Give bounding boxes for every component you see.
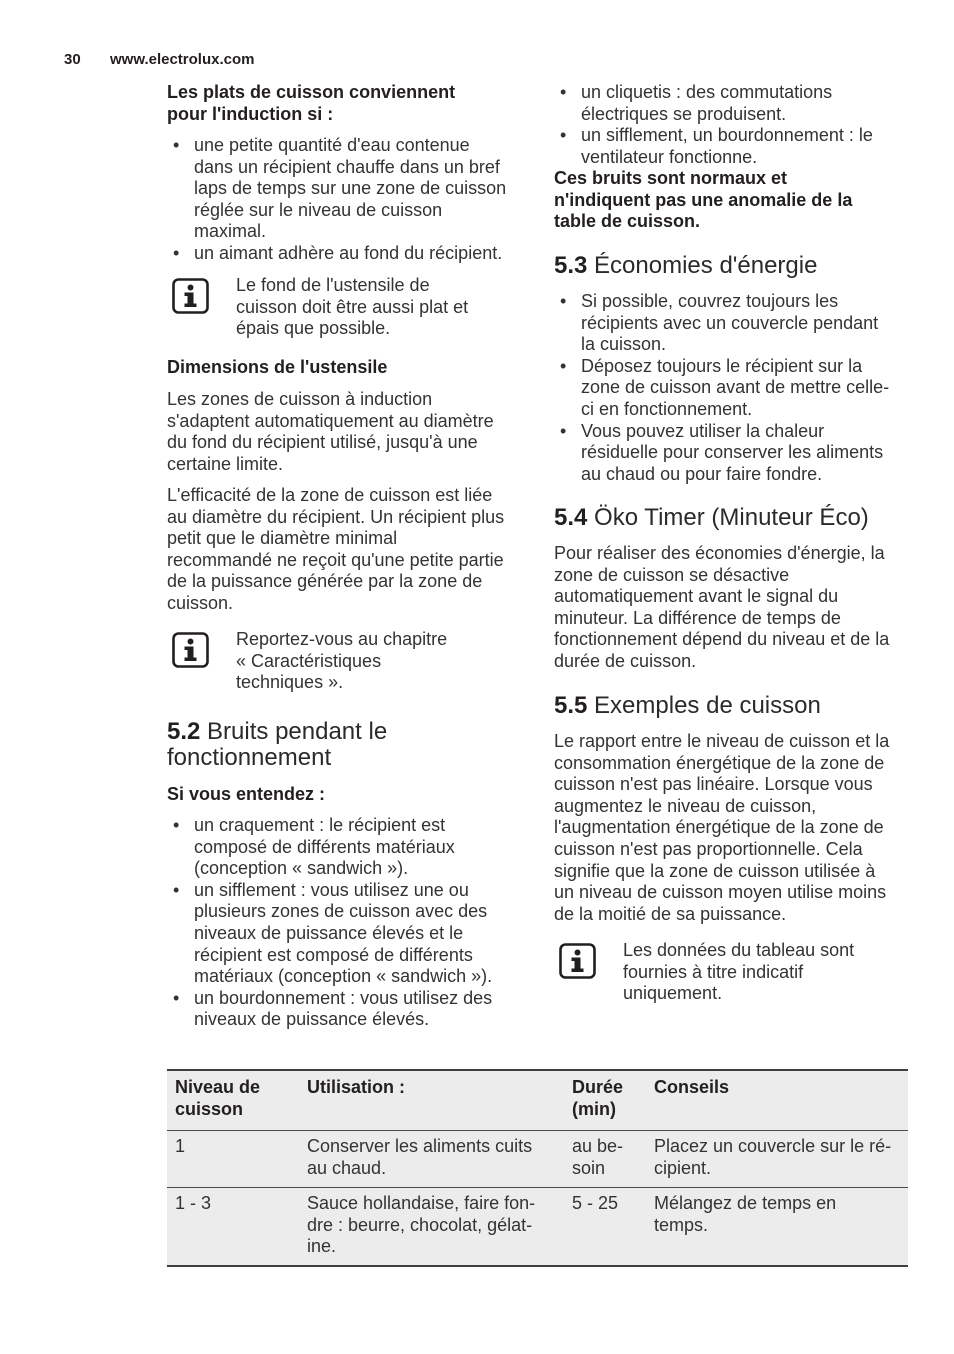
table-row xyxy=(167,1188,908,1267)
table-row xyxy=(167,1131,908,1188)
section-number: 5.5 xyxy=(554,692,588,719)
noises-list-continued xyxy=(554,82,873,168)
note-text: Les données du tableau sont fournies à titre indicatif uniquement. xyxy=(623,940,855,1004)
section-heading-5-5 xyxy=(554,693,821,719)
table-header-use: Utilisation : xyxy=(299,1070,564,1131)
note-text: Reportez-vous au chapitre « Caractéristiques techniques ». xyxy=(236,629,448,693)
dimensions-heading: Dimensions de l'ustensile xyxy=(167,357,388,377)
list-item: • un aimant adhère au fond du récipient. xyxy=(167,243,506,265)
energy-list xyxy=(554,291,889,485)
timer-paragraph: Pour réaliser des économies d'énergie, la zone de cuisson se désactive automatiquement avant le signal du minuteur. La différence de temps de fonctionnement dépend du niveau et de la durée de cuisson. xyxy=(554,543,890,671)
induction-heading: Les plats de cuisson conviennent pour l'induction si : xyxy=(167,82,456,124)
table-header-duration: Durée (min) xyxy=(564,1070,646,1131)
table-cell: 5 - 25 xyxy=(572,1193,619,1213)
table-cell: Mélangez de temps en temps. xyxy=(654,1193,837,1235)
website-link[interactable]: www.electrolux.com xyxy=(110,51,255,68)
list-item: • un craquement : le récipient est composé de différents matériaux (conception « sandwich »). xyxy=(167,815,492,880)
noises-list xyxy=(167,815,492,1031)
table-cell: Placez un couvercle sur le ré- cipient. xyxy=(646,1131,908,1188)
section-number: 5.4 xyxy=(554,504,588,531)
table-cell: au be- soin xyxy=(564,1131,646,1188)
efficiency-paragraph: L'efficacité de la zone de cuisson est liée au diamètre du récipient. Un récipient plus petit que le diamètre minimal recommandé ne reçoit qu'une petite partie de la puissance générée par la zone de cuisson. xyxy=(167,485,505,613)
note-text: Le fond de l'ustensile de cuisson doit être aussi plat et épais que possible. xyxy=(236,275,469,339)
section-heading-5-3 xyxy=(554,253,817,279)
section-title: Économies d'énergie xyxy=(594,252,818,279)
info-icon xyxy=(172,278,209,314)
section-title: Öko Timer (Minuteur Éco) xyxy=(594,504,869,531)
section-number: 5.2 xyxy=(167,718,201,745)
section-heading-5-2 xyxy=(167,719,387,771)
list-item: • un sifflement : vous utilisez une ou plusieurs zones de cuisson avec des niveaux de puissance élevés et le récipient est composé de différents matériaux (conception « sandwich »). xyxy=(167,880,492,988)
page-number: 30 xyxy=(64,51,81,68)
table-header-level: Niveau de cuisson xyxy=(167,1070,299,1131)
noises-normal-note: Ces bruits sont normaux et n'indiquent pas une anomalie de la table de cuisson. xyxy=(554,168,853,232)
table-cell: Sauce hollandaise, faire fon- dre : beurre, chocolat, gélat- ine. xyxy=(307,1193,536,1257)
list-item: • Vous pouvez utiliser la chaleur résiduelle pour conserver les aliments au chaud ou pour faire fondre. xyxy=(554,421,889,486)
table-header-row xyxy=(167,1070,908,1131)
list-item: • Déposez toujours le récipient sur la zone de cuisson avant de mettre celle- ci en fonctionnement. xyxy=(554,356,889,421)
cooking-examples-table xyxy=(167,1069,908,1267)
dimensions-paragraph: Les zones de cuisson à induction s'adaptent automatiquement au diamètre du fond du récipient utilisé, jusqu'à une certaine limite. xyxy=(167,389,494,474)
table-cell: 1 xyxy=(167,1131,299,1188)
list-item: • un cliquetis : des commutations électriques se produisent. xyxy=(554,82,873,125)
examples-paragraph: Le rapport entre le niveau de cuisson et la consommation énergétique de la zone de cuisson n'est pas linéaire. Lorsque vous augmentez le niveau de cuisson, l'augmentation énergétique de la zone de cuisson n'est pas proportionnelle. Cela signifie que la zone de cuisson utilisée à un niveau de cuisson moyen utilise moins de la moitié de sa puissance. xyxy=(554,731,890,924)
induction-list xyxy=(167,135,506,265)
list-item: • Si possible, couvrez toujours les récipients avec un couvercle pendant la cuisson. xyxy=(554,291,889,356)
section-heading-5-4 xyxy=(554,505,869,531)
section-title: Exemples de cuisson xyxy=(594,692,821,719)
info-icon xyxy=(172,632,209,668)
section-title: Bruits pendant le fonctionnement xyxy=(167,718,388,771)
table-cell: 1 - 3 xyxy=(175,1193,212,1213)
table-cell: Conserver les aliments cuits au chaud. xyxy=(299,1131,564,1188)
noises-heading: Si vous entendez : xyxy=(167,784,326,804)
list-item: • un sifflement, un bourdonnement : le ventilateur fonctionne. xyxy=(554,125,873,168)
list-item: • un bourdonnement : vous utilisez des niveaux de puissance élevés. xyxy=(167,988,492,1031)
section-number: 5.3 xyxy=(554,252,588,279)
list-item: • une petite quantité d'eau contenue dans un récipient chauffe dans un bref laps de temps sur une zone de cuisson réglée sur le niveau de cuisson maximal. xyxy=(167,135,506,243)
table-header-tips: Conseils xyxy=(646,1070,908,1131)
info-icon xyxy=(559,943,596,979)
